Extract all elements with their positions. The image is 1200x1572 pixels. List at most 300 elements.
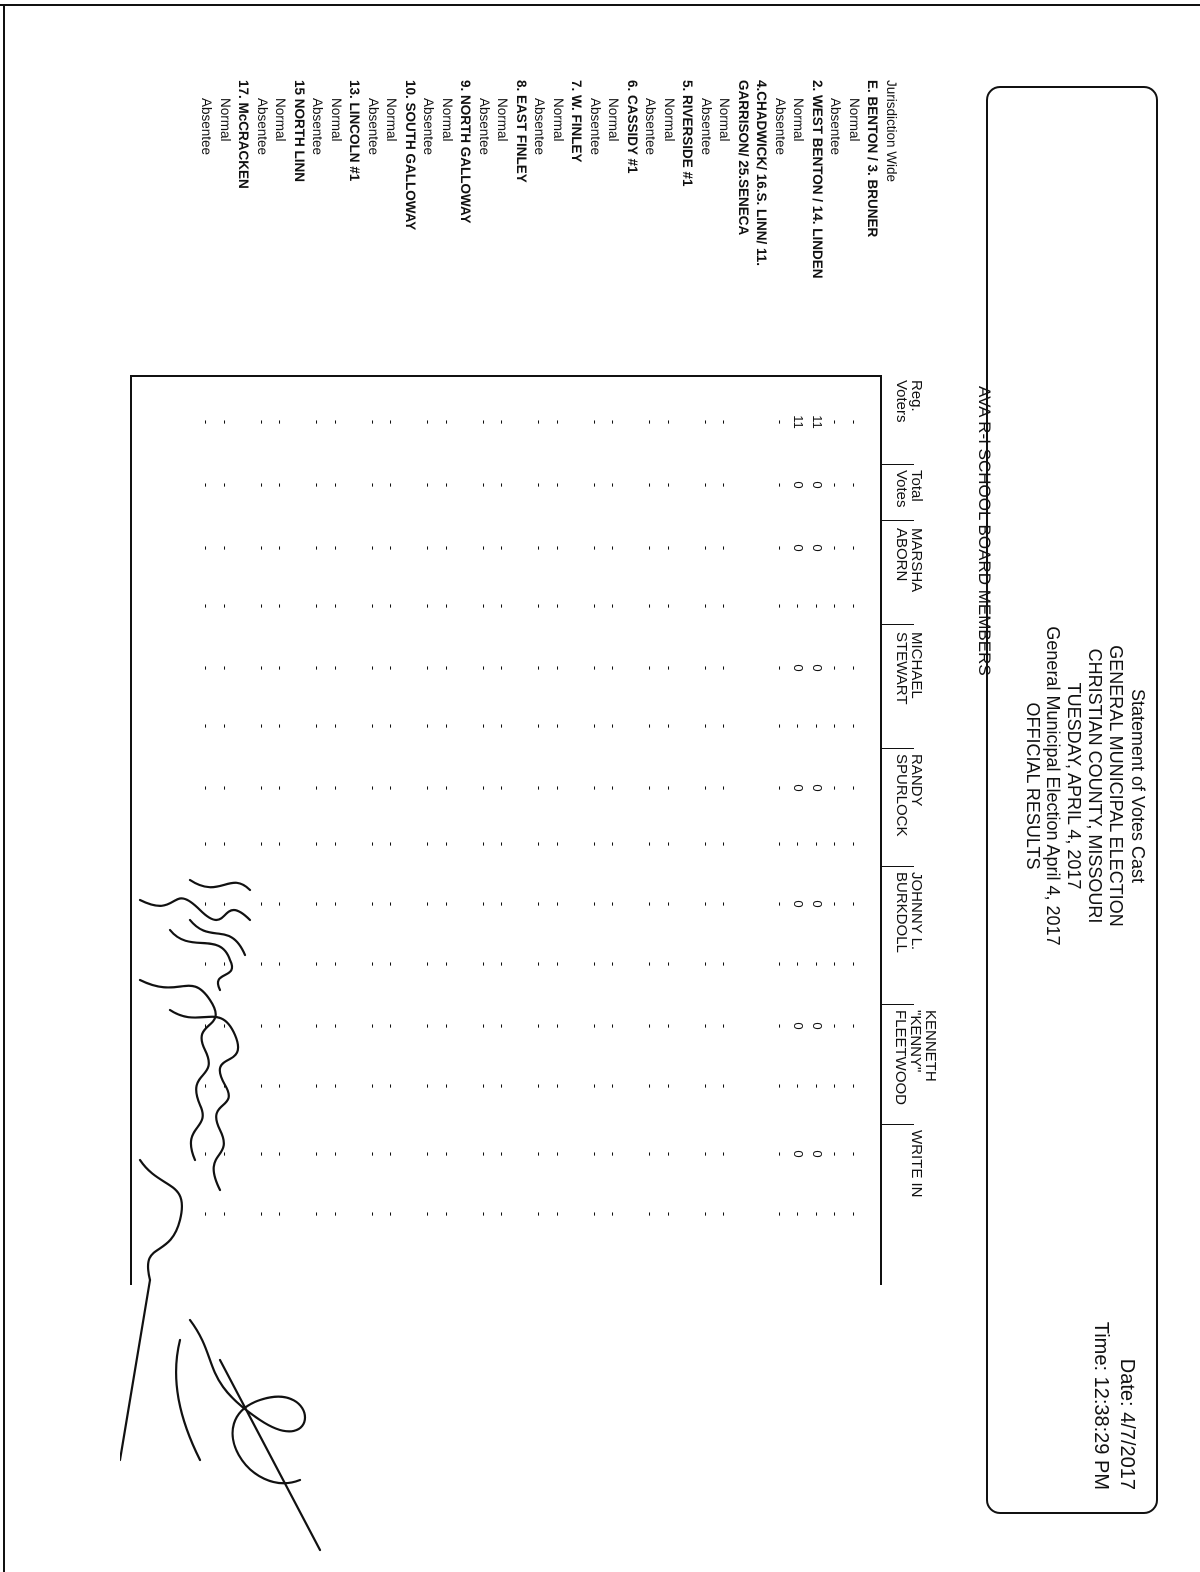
result-cell: - (532, 1211, 548, 1217)
result-cell: - (588, 545, 603, 551)
result-cell: - (643, 1151, 659, 1157)
result-cell: - (384, 1151, 400, 1157)
result-cell: - (810, 841, 825, 847)
result-cell: - (199, 665, 215, 671)
result-cell: - (606, 1211, 622, 1217)
result-cell: - (329, 665, 344, 671)
result-cell: - (717, 1083, 733, 1089)
result-cell: - (329, 1151, 344, 1157)
results-status: OFFICIAL RESULTS (1023, 702, 1043, 870)
result-cell: - (384, 901, 400, 907)
result-cell: - (310, 841, 326, 847)
result-cell: - (273, 1083, 289, 1089)
result-cell: - (366, 1211, 381, 1217)
result-cell: - (551, 1023, 566, 1029)
result-cell: - (310, 603, 326, 609)
result-cell: - (218, 1083, 233, 1089)
result-cell: - (440, 1151, 455, 1157)
result-cell: - (643, 603, 659, 609)
result-cell: - (495, 1151, 511, 1157)
result-cell: - (588, 482, 603, 488)
result-cell: - (495, 419, 511, 425)
result-cell: - (273, 841, 289, 847)
result-cell: - (551, 1083, 566, 1089)
result-cell: - (551, 545, 566, 551)
result-cell: - (199, 419, 215, 425)
result-cell: - (421, 785, 437, 791)
result-cell: - (643, 1211, 659, 1217)
result-cell: - (384, 785, 400, 791)
result-cell: - (273, 419, 289, 425)
result-cell: - (606, 1151, 622, 1157)
result-cell: - (440, 1211, 455, 1217)
result-cell: - (366, 545, 381, 551)
jurisdiction-row-label: GARRISON/ 25.SENECA (736, 80, 751, 236)
jurisdiction-row-label: Absentee (310, 98, 326, 156)
result-cell: - (699, 785, 714, 791)
result-cell: 0 (810, 784, 825, 792)
result-cell: - (551, 841, 566, 847)
result-cell: - (532, 785, 548, 791)
result-cell: - (440, 545, 455, 551)
result-cell: - (773, 545, 788, 551)
column-header: Reg. Voters (893, 380, 925, 423)
result-cell: 0 (791, 664, 807, 672)
result-cell: - (551, 785, 566, 791)
result-cell: - (643, 665, 659, 671)
result-cell: - (606, 1083, 622, 1089)
result-cell: - (847, 1151, 862, 1157)
result-cell: - (273, 482, 289, 488)
result-cell: - (532, 841, 548, 847)
result-cell: 0 (791, 900, 807, 908)
result-cell: - (717, 545, 733, 551)
result-cell: - (384, 665, 400, 671)
result-cell: - (199, 785, 215, 791)
result-cell: - (199, 1083, 215, 1089)
result-cell: - (384, 482, 400, 488)
result-cell: - (662, 1023, 677, 1029)
result-cell: 0 (810, 544, 825, 552)
result-cell: - (662, 1083, 677, 1089)
result-cell: - (440, 603, 455, 609)
result-cell: - (440, 961, 455, 967)
result-cell: - (773, 1151, 788, 1157)
result-cell: - (773, 603, 788, 609)
result-cell: - (717, 419, 733, 425)
jurisdiction-row-label: 15 NORTH LINN (292, 80, 307, 183)
result-cell: - (421, 1083, 437, 1089)
result-cell: - (717, 901, 733, 907)
result-cell: - (662, 785, 677, 791)
result-cell: - (699, 545, 714, 551)
jurisdiction-row-label: Jurisdiction Wide (884, 80, 899, 183)
result-cell: - (699, 419, 714, 425)
result-cell: - (366, 419, 381, 425)
result-cell: - (366, 961, 381, 967)
result-cell: - (366, 901, 381, 907)
result-cell: - (255, 1211, 270, 1217)
result-cell: - (273, 665, 289, 671)
result-cell: - (847, 665, 862, 671)
result-cell: - (717, 482, 733, 488)
result-cell: - (218, 419, 233, 425)
result-cell: - (218, 901, 233, 907)
result-cell: - (310, 961, 326, 967)
jurisdiction-row-label: Normal (662, 98, 677, 142)
result-cell: - (366, 785, 381, 791)
result-cell: - (440, 841, 455, 847)
result-cell: - (606, 482, 622, 488)
result-cell: 0 (791, 784, 807, 792)
result-cell: - (255, 961, 270, 967)
result-cell: - (699, 1083, 714, 1089)
result-cell: - (421, 1211, 437, 1217)
column-divider (880, 520, 914, 521)
result-cell: - (588, 419, 603, 425)
result-cell: - (662, 723, 677, 729)
result-cell: - (329, 1211, 344, 1217)
jurisdiction-row-label: Absentee (199, 98, 215, 156)
result-cell: - (588, 961, 603, 967)
result-cell: - (828, 482, 844, 488)
result-cell: - (477, 1151, 492, 1157)
result-cell: - (847, 419, 862, 425)
result-cell: - (199, 1211, 215, 1217)
result-cell: - (255, 1023, 270, 1029)
result-cell: - (828, 1083, 844, 1089)
result-cell: - (218, 482, 233, 488)
result-cell: - (329, 961, 344, 967)
result-cell: - (218, 961, 233, 967)
result-cell: - (773, 901, 788, 907)
contest-title: AVA R-I SCHOOL BOARD MEMBERS (975, 386, 994, 676)
result-cell: - (329, 419, 344, 425)
jurisdiction-row-label: Absentee (828, 98, 844, 156)
county-name: CHRISTIAN COUNTY, MISSOURI (1085, 648, 1105, 924)
result-cell: - (532, 419, 548, 425)
column-header: MARSHA ABORN (893, 528, 925, 593)
result-cell: - (384, 545, 400, 551)
result-cell: - (218, 723, 233, 729)
result-cell: - (643, 545, 659, 551)
result-cell: - (199, 482, 215, 488)
result-cell: - (255, 482, 270, 488)
result-cell: - (643, 482, 659, 488)
result-cell: - (199, 1151, 215, 1157)
jurisdiction-row-label: Normal (273, 98, 289, 142)
jurisdiction-row-label: Normal (717, 98, 733, 142)
result-cell: - (847, 723, 862, 729)
result-cell: - (255, 603, 270, 609)
result-cell: - (366, 1023, 381, 1029)
result-cell: 0 (791, 481, 807, 489)
result-cell: - (218, 1023, 233, 1029)
result-cell: - (773, 841, 788, 847)
result-cell: - (495, 1023, 511, 1029)
result-cell: - (218, 545, 233, 551)
result-cell: - (717, 1151, 733, 1157)
result-cell: - (551, 665, 566, 671)
result-cell: - (773, 723, 788, 729)
result-cell: - (477, 603, 492, 609)
result-cell: - (588, 603, 603, 609)
result-cell: - (384, 419, 400, 425)
result-cell: - (662, 841, 677, 847)
election-date: TUESDAY, APRIL 4, 2017 (1064, 682, 1084, 890)
result-cell: - (717, 785, 733, 791)
report-date: Date: 4/7/2017 (1116, 1358, 1138, 1490)
jurisdiction-row-label: Absentee (773, 98, 788, 156)
result-cell: - (828, 901, 844, 907)
result-cell: - (847, 1083, 862, 1089)
result-cell: - (384, 1211, 400, 1217)
result-cell: - (310, 1083, 326, 1089)
result-cell: - (421, 665, 437, 671)
result-cell: - (551, 482, 566, 488)
result-cell: - (199, 961, 215, 967)
result-cell: - (662, 665, 677, 671)
result-cell: - (421, 723, 437, 729)
result-cell: - (495, 482, 511, 488)
result-cell: - (606, 841, 622, 847)
result-cell: - (440, 482, 455, 488)
result-cell: - (495, 603, 511, 609)
result-cell: - (828, 603, 844, 609)
result-cell: - (810, 961, 825, 967)
jurisdiction-row-label: Absentee (532, 98, 548, 156)
result-cell: - (662, 603, 677, 609)
result-cell: - (828, 419, 844, 425)
election-subtitle: General Municipal Election April 4, 2017 (1043, 626, 1063, 946)
result-cell: - (717, 841, 733, 847)
result-cell: - (847, 482, 862, 488)
result-cell: - (273, 603, 289, 609)
result-cell: - (440, 785, 455, 791)
result-cell: - (551, 603, 566, 609)
result-cell: - (310, 482, 326, 488)
result-cell: - (218, 1151, 233, 1157)
result-cell: - (199, 1023, 215, 1029)
result-cell: - (366, 841, 381, 847)
column-header: RANDY SPURLOCK (893, 754, 925, 837)
result-cell: - (366, 723, 381, 729)
result-cell: - (255, 665, 270, 671)
result-cell: - (717, 961, 733, 967)
result-cell: - (329, 785, 344, 791)
result-cell: - (532, 1151, 548, 1157)
result-cell: - (477, 785, 492, 791)
result-cell: - (329, 482, 344, 488)
result-cell: - (218, 1211, 233, 1217)
result-cell: - (699, 723, 714, 729)
election-name: GENERAL MUNICIPAL ELECTION (1106, 645, 1126, 927)
result-cell: - (366, 1151, 381, 1157)
result-cell: - (532, 723, 548, 729)
result-cell: - (791, 961, 807, 967)
result-cell: - (329, 1083, 344, 1089)
result-cell: - (273, 545, 289, 551)
result-cell: - (440, 1023, 455, 1029)
result-cell: - (421, 901, 437, 907)
result-cell: - (255, 901, 270, 907)
column-header: JOHNNY L. BURKDOLL (893, 872, 925, 953)
jurisdiction-row-label: 5. RIVERSIDE #1 (680, 80, 696, 187)
result-cell: - (717, 1211, 733, 1217)
result-cell: - (495, 901, 511, 907)
result-cell: - (532, 482, 548, 488)
result-cell: - (255, 841, 270, 847)
result-cell: - (643, 785, 659, 791)
signature-marks (120, 860, 1180, 1560)
result-cell: - (218, 841, 233, 847)
result-cell: - (699, 901, 714, 907)
result-cell: - (606, 901, 622, 907)
result-cell: 0 (810, 664, 825, 672)
result-cell: - (532, 1083, 548, 1089)
result-cell: - (606, 1023, 622, 1029)
jurisdiction-row-label: Normal (495, 98, 511, 142)
result-cell: - (551, 419, 566, 425)
result-cell: 0 (810, 900, 825, 908)
result-cell: - (773, 1211, 788, 1217)
result-cell: - (440, 1083, 455, 1089)
result-cell: - (847, 841, 862, 847)
result-cell: - (218, 785, 233, 791)
result-cell: - (699, 1023, 714, 1029)
jurisdiction-row-label: Absentee (477, 98, 492, 156)
result-cell: - (421, 482, 437, 488)
jurisdiction-row-label: 17. McCRACKEN (236, 80, 252, 189)
result-cell: - (495, 785, 511, 791)
result-cell: - (310, 785, 326, 791)
result-cell: - (588, 723, 603, 729)
result-cell: 0 (791, 1022, 807, 1030)
result-cell: - (773, 785, 788, 791)
jurisdiction-row-label: Absentee (366, 98, 381, 156)
result-cell: - (384, 961, 400, 967)
result-cell: - (847, 901, 862, 907)
result-cell: - (588, 901, 603, 907)
jurisdiction-row-label: 8. EAST FINLEY (514, 80, 529, 183)
jurisdiction-row-label: 9. NORTH GALLOWAY (458, 80, 474, 224)
result-cell: - (699, 482, 714, 488)
report-title: Statement of Votes Cast (1128, 688, 1148, 884)
result-cell: - (643, 901, 659, 907)
result-cell: - (791, 841, 807, 847)
jurisdiction-row-label: Absentee (421, 98, 437, 156)
result-cell: - (662, 419, 677, 425)
result-cell: - (421, 841, 437, 847)
result-cell: - (662, 901, 677, 907)
result-cell: - (662, 545, 677, 551)
result-cell: - (551, 723, 566, 729)
jurisdiction-row-label: 2. WEST BENTON / 14. LINDEN (810, 80, 825, 279)
result-cell: - (791, 1083, 807, 1089)
jurisdiction-row-label: Absentee (699, 98, 714, 156)
column-divider (880, 624, 914, 625)
jurisdiction-row-label: Normal (791, 98, 807, 142)
result-cell: - (384, 841, 400, 847)
result-cell: - (606, 603, 622, 609)
result-cell: - (606, 665, 622, 671)
result-cell: - (699, 961, 714, 967)
result-cell: - (773, 665, 788, 671)
result-cell: - (828, 1023, 844, 1029)
result-cell: 0 (810, 481, 825, 489)
result-cell: - (551, 901, 566, 907)
result-cell: - (273, 785, 289, 791)
result-cell: - (384, 723, 400, 729)
column-divider (880, 464, 914, 465)
report-time: Time: 12:38:29 PM (1090, 1321, 1112, 1490)
result-cell: - (717, 603, 733, 609)
result-cell: - (606, 419, 622, 425)
column-divider (880, 748, 914, 749)
result-cell: - (255, 723, 270, 729)
result-cell: - (699, 841, 714, 847)
result-cell: - (310, 901, 326, 907)
result-cell: - (588, 841, 603, 847)
result-cell: - (699, 603, 714, 609)
result-cell: - (828, 723, 844, 729)
result-cell: - (329, 841, 344, 847)
result-cell: - (329, 603, 344, 609)
jurisdiction-row-label: Normal (329, 98, 344, 142)
result-cell: - (810, 723, 825, 729)
column-header: Total Votes (893, 470, 925, 508)
result-cell: - (477, 841, 492, 847)
result-cell: - (310, 665, 326, 671)
result-cell: 0 (791, 1150, 807, 1158)
result-cell: - (273, 1151, 289, 1157)
result-cell: - (847, 1211, 862, 1217)
result-cell: - (606, 785, 622, 791)
column-header: WRITE IN (908, 1130, 925, 1198)
result-cell: - (421, 961, 437, 967)
result-cell: - (810, 1083, 825, 1089)
result-cell: - (477, 901, 492, 907)
result-cell: - (551, 1151, 566, 1157)
result-cell: - (773, 419, 788, 425)
result-cell: 11 (810, 415, 825, 429)
result-cell: - (828, 545, 844, 551)
result-cell: - (384, 603, 400, 609)
result-cell: - (255, 785, 270, 791)
jurisdiction-row-label: 10. SOUTH GALLOWAY (403, 80, 418, 231)
result-cell: - (791, 723, 807, 729)
result-cell: - (310, 1151, 326, 1157)
jurisdiction-row-label: 6. CASSIDY #1 (625, 80, 640, 174)
result-cell: - (717, 1023, 733, 1029)
result-cell: - (199, 723, 215, 729)
jurisdiction-row-label: 7. W. FINLEY (569, 80, 585, 163)
jurisdiction-row-label: Normal (606, 98, 622, 142)
result-cell: - (662, 1211, 677, 1217)
jurisdiction-row-label: Normal (847, 98, 862, 142)
result-cell: - (477, 419, 492, 425)
result-cell: - (699, 1151, 714, 1157)
result-cell: - (495, 1083, 511, 1089)
jurisdiction-row-label: Normal (218, 98, 233, 142)
result-cell: - (495, 961, 511, 967)
result-cell: - (773, 1023, 788, 1029)
result-cell: - (477, 961, 492, 967)
result-cell: - (421, 1023, 437, 1029)
result-cell: - (828, 1211, 844, 1217)
result-cell: - (477, 1083, 492, 1089)
result-cell: - (699, 665, 714, 671)
